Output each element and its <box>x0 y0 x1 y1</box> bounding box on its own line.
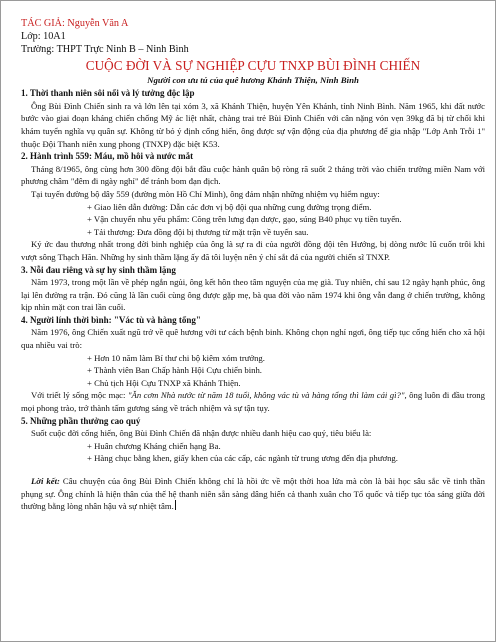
quote-text: "Ăn cơm Nhà nước từ năm 18 tuổi, không vác tù và hàng tổng thì làm cái gì?" <box>127 390 405 401</box>
list-item: + Hàng chục bằng khen, giấy khen của các cấp, các ngành từ trung ương đến địa phương. <box>21 452 485 465</box>
section-heading-1: 1. Thời thanh niên sôi nổi và lý tưởng độc lập <box>21 88 195 99</box>
text-cursor <box>175 500 176 510</box>
school-label: Trường: <box>21 44 55 56</box>
section-2-paragraph-2: Tại tuyến đường bộ dây 559 (đường mòn Hồ Chí Minh), ông đảm nhận những nhiệm vụ hiểm nguy: <box>31 188 380 199</box>
list-item: + Vận chuyển nhu yếu phẩm: Cõng trên lưng đạn dược, gạo, súng B40 phục vụ tiền tuyến. <box>21 213 485 226</box>
quote-lead: Với triết lý sống mộc mạc: <box>31 390 128 401</box>
section-5-bullet-list <box>21 440 485 465</box>
class-label: Lớp: <box>21 31 41 43</box>
section-4-paragraph-1: Năm 1976, ông Chiến xuất ngũ trở về quê hương với tư cách bệnh binh. Không chọn nghỉ ngơi, ông tiếp tục cống hiến cho xã hội qua nhiều vai trò: <box>21 327 485 351</box>
document-title: CUỘC ĐỜI VÀ SỰ NGHIỆP CỰU TNXP BÙI ĐÌNH CHIẾN <box>85 57 421 73</box>
document-body[interactable] <box>21 17 485 521</box>
school-value: THPT Trực Ninh B – Ninh Bình <box>56 44 189 56</box>
conclusion-label: Lời kết: <box>31 476 60 487</box>
section-2-bullet-list <box>21 201 485 239</box>
section-4-bullet-list <box>21 352 485 390</box>
author-name: Nguyễn Văn A <box>67 18 129 29</box>
author-label: TÁC GIẢ: <box>21 18 65 29</box>
list-item: + Tải thương: Đưa đồng đội bị thương từ mặt trận về tuyến sau. <box>21 226 485 239</box>
document-subtitle: Người con ưu tú của quê hương Khánh Thiện, Ninh Bình <box>147 74 359 85</box>
quote-tail: , ông luôn đi đầu trong mọi phong trào, trở thành tấm gương sáng về trách nhiệm và sự tận tụy. <box>21 390 485 414</box>
author-line <box>21 17 485 30</box>
section-5-paragraph-1: Suốt cuộc đời cống hiến, ông Bùi Đình Chiến đã nhận được nhiều danh hiệu cao quý, tiêu biểu là: <box>31 428 372 439</box>
list-item: + Huân chương Kháng chiến hạng Ba. <box>21 440 485 453</box>
class-line <box>21 30 485 43</box>
conclusion-text: Câu chuyện của ông Bùi Đình Chiến không chỉ là hồi ức về một thời hoa lửa mà còn là bài học sâu sắc về tinh thần phụng sự. Ông chính là hiện thân của thế hệ thanh niên sẵn sàng dâng hiến cả thanh xuân cho Tổ quốc và tiếp tục tỏa sáng giữa đời thường bằng lòng nhân hậu và sự nhiệt tâm. <box>21 476 486 512</box>
section-heading-3: 3. Nỗi đau riêng và sự hy sinh thầm lặng <box>21 264 176 275</box>
list-item: + Thành viên Ban Chấp hành Hội Cựu chiến binh. <box>21 364 485 377</box>
list-item: + Chủ tịch Hội Cựu TNXP xã Khánh Thiện. <box>21 377 485 390</box>
list-item: + Giao liên dẫn đường: Dẫn các đơn vị bộ đội qua những cung đường trọng điểm. <box>21 201 485 214</box>
section-3-paragraph-1: Năm 1973, trong một lần về phép ngắn ngủi, ông kết hôn theo tâm nguyện của mẹ già. Tuy nhiên, chỉ sau 12 ngày hạnh phúc, ông lại lên đường ra trận. Đó cũng là lần cuối cùng ông được gặp mẹ, bà qua đời vào năm 1974 khi ông vẫn đang ở chiến trường, không kịp nhìn mặt con trai lần cuối. <box>21 277 485 313</box>
list-item: + Hơn 10 năm làm Bí thư chi bộ kiêm xóm trưởng. <box>21 352 485 365</box>
section-2-paragraph-3: Ký ức đau thương nhất trong đời binh nghiệp của ông là sự ra đi của người đồng đội tên Hướng, bị dòng nước lũ cuốn trôi khi vượt sông Thạch Hãn. Những hy sinh thầm lặng ấy đã tôi luyện nên ý chí sắt đá của người chiến sĩ TNXP. <box>21 239 485 262</box>
section-heading-2: 2. Hành trình 559: Máu, mồ hôi và nước mắt <box>21 151 194 162</box>
conclusion-paragraph <box>21 475 485 513</box>
section-heading-4: 4. Người lính thời bình: "Vác tù và hàng tổng" <box>21 314 201 325</box>
school-line <box>21 43 485 56</box>
section-heading-5: 5. Những phần thưởng cao quý <box>21 415 141 426</box>
class-value: 10A1 <box>43 31 66 43</box>
section-2-paragraph-1: Tháng 8/1965, ông cùng hơn 300 đồng đội bắt đầu cuộc hành quân bộ ròng rã suốt 2 tháng trời vào chiến trường miền Nam với phương châm "đêm đi ngày nghỉ" để tránh bom đạn địch. <box>21 163 485 187</box>
section-4-quote-paragraph <box>21 389 485 414</box>
section-1-paragraph-1: Ông Bùi Đình Chiến sinh ra và lớn lên tại xóm 3, xã Khánh Thiện, huyện Yên Khánh, tỉnh Ninh Bình. Năm 1965, khi đất nước bước vào giai đoạn kháng chiến chống Mỹ ác liệt nhất, chàng trai trẻ Bùi Đình Chiến với cân nặng vỏn vẹn 39kg đã bị từ chối khi khám tuyển nghĩa vụ quân sự. Không từ bỏ ý định cống hiến, ông được sự vận động của địa phương để gia nhập "Lớp Anh Trỗi 1" thuộc Đội Thanh niên xung phong (TNXP) đặc biệt K53. <box>21 100 485 149</box>
